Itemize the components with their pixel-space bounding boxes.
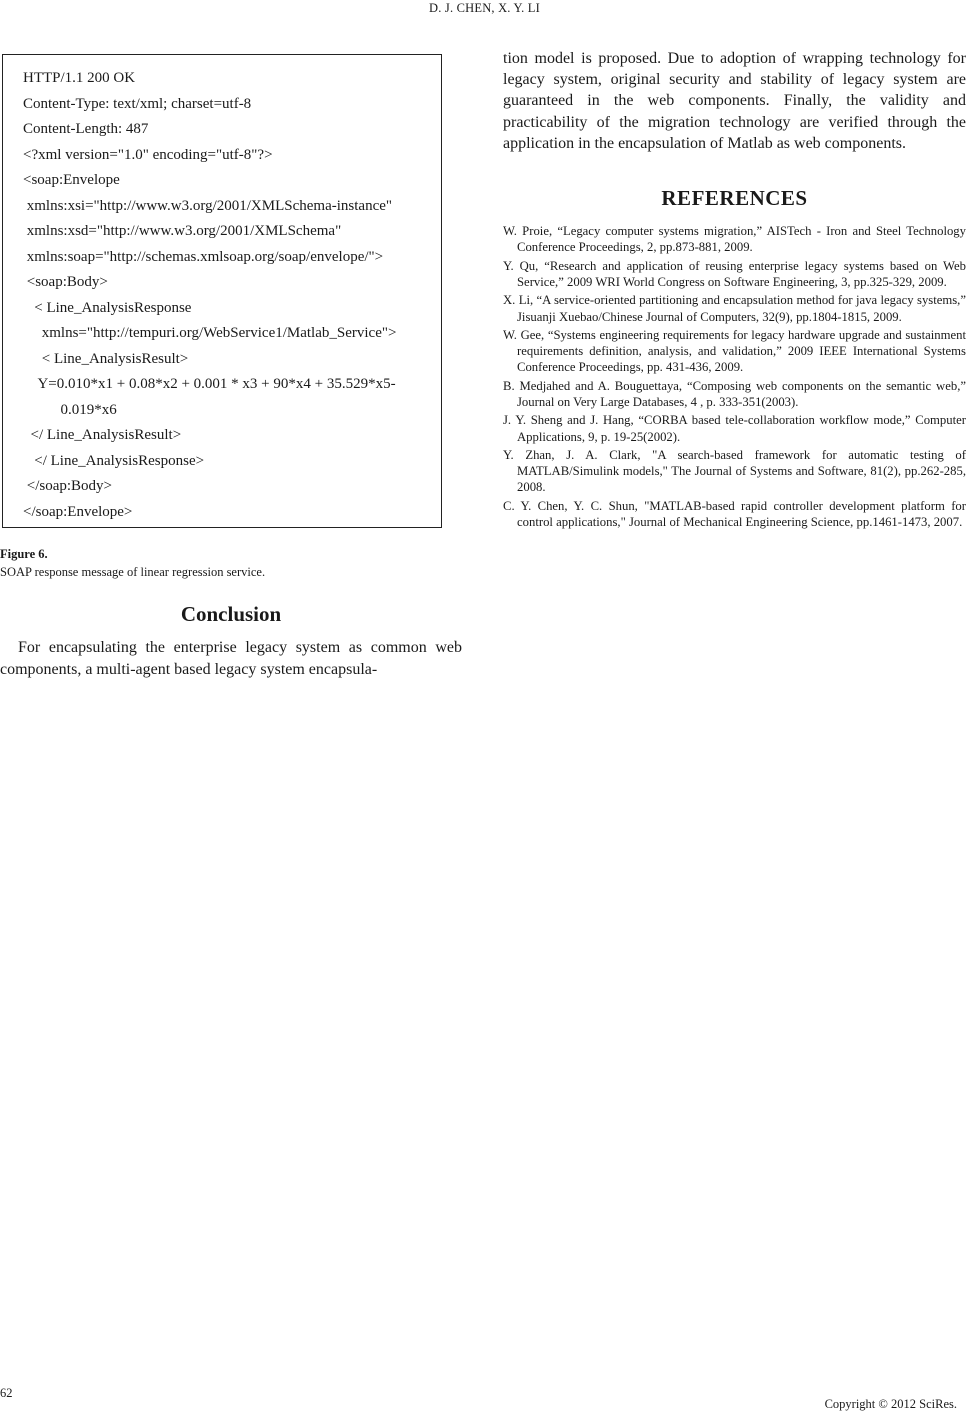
code-line: < Line_AnalysisResponse <box>23 299 192 316</box>
section-title-references: REFERENCES <box>661 186 808 211</box>
reference-item: B. Medjahed and A. Bouguettaya, “Composing web components on the semantic web,” Journal on Very Large Databases, 4 , p. 333-351(2003). <box>503 378 966 409</box>
reference-item: J. Y. Sheng and J. Hang, “CORBA based tele-collaboration workflow mode,” Computer Applications, 9, p. 19-25(2002). <box>503 413 966 444</box>
code-line: </ Line_AnalysisResponse> <box>23 452 205 469</box>
code-line: Content-Length: 487 <box>23 121 149 137</box>
conclusion-paragraph: For encapsulating the enterprise legacy system as common web components, a multi-agent based legacy system encapsula- <box>0 639 462 678</box>
copyright-notice: Copyright © 2012 SciRes. <box>824 1397 957 1411</box>
figure-label: Figure 6. <box>0 547 48 561</box>
code-line: 0.019*x6 <box>23 401 117 418</box>
code-line: </ Line_AnalysisResult> <box>23 427 182 443</box>
code-line: <soap:Envelope <box>23 172 120 188</box>
code-line: Y=0.010*x1 + 0.08*x2 + 0.001 * x3 + 90*x4 + 35.529*x5- <box>23 376 396 392</box>
figure-caption: SOAP response message of linear regression service. <box>0 565 266 579</box>
code-line: <soap:Body> <box>23 274 108 290</box>
reference-item: Y. Zhan, J. A. Clark, "A search-based framework for automatic testing of MATLAB/Simulink models," The Journal of Systems and Software, 81(2), pp.262-285, 2008. <box>503 447 966 495</box>
page-number: 62 <box>0 1386 13 1400</box>
code-line: </soap:Body> <box>23 478 113 494</box>
right-column <box>503 48 966 532</box>
code-line: Content-Type: text/xml; charset=utf-8 <box>23 95 252 112</box>
code-line: xmlns:soap="http://schemas.xmlsoap.org/soap/envelope/"> <box>23 248 384 265</box>
reference-item: X. Li, “A service-oriented partitioning and encapsulation method for java legacy systems,” Jisuanji Xuebao/Chinese Journal of Computers, 32(9), pp.1804-1815, 2009. <box>503 293 966 324</box>
conclusion-paragraph-continued: tion model is proposed. Due to adoption of wrapping technology for legacy system, original security and stability of legacy system are guaranteed in the web components. Finally, the validity and practicability of the migration technology are verified through the application in the encapsulation of Matlab as web components. <box>503 50 966 152</box>
soap-response-figure <box>2 54 442 528</box>
section-title-conclusion: Conclusion <box>180 602 282 626</box>
code-line: xmlns:xsi="http://www.w3.org/2001/XMLSchema-instance" <box>23 197 393 214</box>
code-line: HTTP/1.1 200 OK <box>23 70 136 86</box>
reference-item: W. Proie, “Legacy computer systems migration,” AISTech - Iron and Steel Technology Conference Proceedings, 2, pp.873-881, 2009. <box>503 224 966 255</box>
reference-item: W. Gee, “Systems engineering requirements for legacy hardware upgrade and sustainment requirements definition, analysis, and validation,” 2009 IEEE International Systems Conference Proceedings, pp. 431-436, 2009. <box>503 327 966 375</box>
code-line: </soap:Envelope> <box>23 503 133 520</box>
reference-item: Y. Qu, “Research and application of reusing enterprise legacy systems based on Web Service,” 2009 WRI World Congress on Software Engineering, 3, pp.325-329, 2009. <box>503 258 966 289</box>
code-line: xmlns="http://tempuri.org/WebService1/Matlab_Service"> <box>23 325 397 341</box>
left-column <box>0 54 462 681</box>
code-line: <?xml version="1.0" encoding="utf-8"?> <box>23 146 273 163</box>
code-line: xmlns:xsd="http://www.w3.org/2001/XMLSchema" <box>23 223 342 239</box>
running-head: D. J. CHEN, X. Y. LI <box>429 1 540 15</box>
reference-list <box>503 223 966 530</box>
code-line: < Line_AnalysisResult> <box>23 350 189 367</box>
reference-item: C. Y. Chen, Y. C. Shun, "MATLAB-based rapid controller development platform for control applications," Journal of Mechanical Engineering Science, pp.1461-1473, 2007. <box>503 498 966 530</box>
